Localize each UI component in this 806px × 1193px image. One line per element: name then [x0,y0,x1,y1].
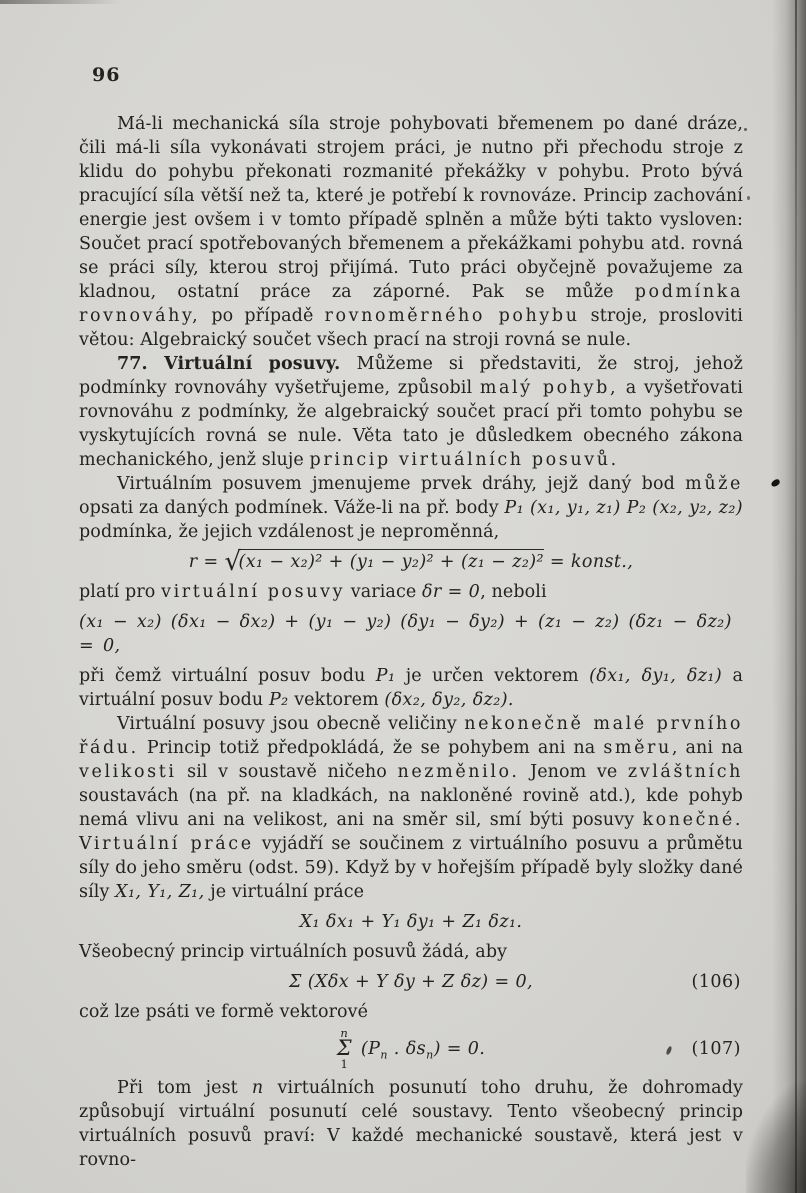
coz-lze-line: což lze psáti ve formě vektorové [79,1002,369,1022]
distance-equation-rhs: = konst., [543,552,634,572]
page-number: 96 [92,64,121,86]
expanded-variation-equation: (x₁ − x₂) (δx₁ − δx₂) + (y₁ − y₂) (δy₁ − δy₂) + (z₁ − z₂) (δz₁ − δz₂) = 0, [79,612,732,656]
virtual-displacement-definition-paragraph: Virtuálním posuvem jmenujeme prvek dráhy, jejž daný bod může opsati za daných podmínek. Váže-li na př. body P₁ (x₁, y₁, z₁) P₂ (x₂, y₂, z₂) podmínka, že jejich vzdálenost je neproměnná, [79,474,743,542]
equation-106-number: (106) [691,972,741,992]
top-edge-shadow [0,0,120,4]
vseobecny-line: Všeobecný princip virtuálních posuvů žádá, aby [79,942,508,962]
intro-paragraph: Má-li mechanická síla stroje pohybovati břemenem po dané dráze, čili má-li síla vykonávati strojem práci, je nutno při přechodu stroje z klidu do pohybu překonati rozmanité překážky v pohybu. Proto bývá pracující síla větší než ta, které je potřebí k rovnováze. Princip zachování energie jest ovšem i v tomto případě splněn a může býti takto vysloven: Součet prací spotřebovaných břemenem a překážkami pohybu atd. rovná se práci síly, kterou stroj přijímá. Tuto práci obyčejně považujeme za kladnou, ostatní práce za záporné. Pak se může podmínka rovnováhy, po případě rovnoměrného pohybu stroje, prosloviti větou: Algebraický součet všech prací na stroji rovná se nule. [79,114,743,350]
equation-107-body: ($P_n$ . $\delta s_n) = 0$. [360,1039,486,1062]
virtual-displacement-properties-paragraph: Virtuální posuvy jsou obecně veličiny nekonečně malé prvního řádu. Princip totiž předpokládá, že se pohybem ani na směru, ani na velikosti sil v soustavě ničeho nezměnilo. Jenom ve zvláštních soustavách (na př. na kladkách, na nakloněné rovině atd.), kde pohyb nemá vlivu ani na velikost, ani na směr sil, smí býti posuvy konečné. Virtuální práce vyjádří se součinem z virtuálního posuvu a průmětu síly do jeho směru (odst. 59). Když by v hořejším případě byly složky dané síly X₁, Y₁, Z₁, je virtuální práce [79,714,744,902]
right-edge-shadow [772,0,806,1193]
radical-sign: √ [224,547,242,577]
top-right-corner-shadow [735,0,806,181]
radicand: (x₁ − x₂)² + (y₁ − y₂)² + (z₁ − z₂)² [238,549,543,572]
distance-equation-lhs: r = [188,552,225,572]
text-block [79,112,743,1172]
sigma-lower-limit: 1 [340,1057,349,1071]
sigma-upper-limit: n [340,1026,349,1040]
ink-speck [770,478,781,488]
ink-speck [744,128,747,131]
sigma-sum [337,1028,352,1070]
section-77-paragraph: 77. Virtuální posuvy. Můžeme si představiti, že stroj, jehož podmínky rovnováhy vyšetřujeme, způsobil malý pohyb, a vyšetřovati rovnováhu z podmínky, že algebraický součet prací při tomto pohybu se vyskytujících rovná se nule. Věta tato je důsledkem obecného zákona mechanického, jenž sluje princip virtuálních posuvů. [79,354,743,470]
ink-speck [747,196,750,200]
equation-106 [79,970,743,994]
sigma-icon: Σ [336,1036,352,1060]
bottom-right-corner-shadow [746,1083,806,1193]
equation-106-body: Σ (Xδx + Y δy + Z δz) = 0, [289,972,533,992]
virtual-work-expression: X₁ δx₁ + Y₁ δy₁ + Z₁ δz₁. [299,912,523,932]
equation-107-number: (107) [691,1039,741,1059]
concluding-paragraph: Při tom jest n virtuálních posunutí toho druhu, že dohromady způsobují virtuální posunutí celé soustavy. Tento všeobecný princip virtuálních posuvů praví: V každé mechanické soustavě, která jest v rovno- [79,1078,743,1170]
pri-cemz-paragraph: při čemž virtuální posuv bodu P₁ je určen vektorem (δx₁, δy₁, δz₁) a virtuální posuv bodu P₂ vektorem (δx₂, δy₂, δz₂). [79,666,744,710]
plati-pro-line: platí pro virtuální posuvy variace δr = 0, neboli [79,582,547,602]
equation-107 [79,1028,743,1070]
right-edge-page-line [795,0,797,1193]
distance-equation [79,547,743,577]
